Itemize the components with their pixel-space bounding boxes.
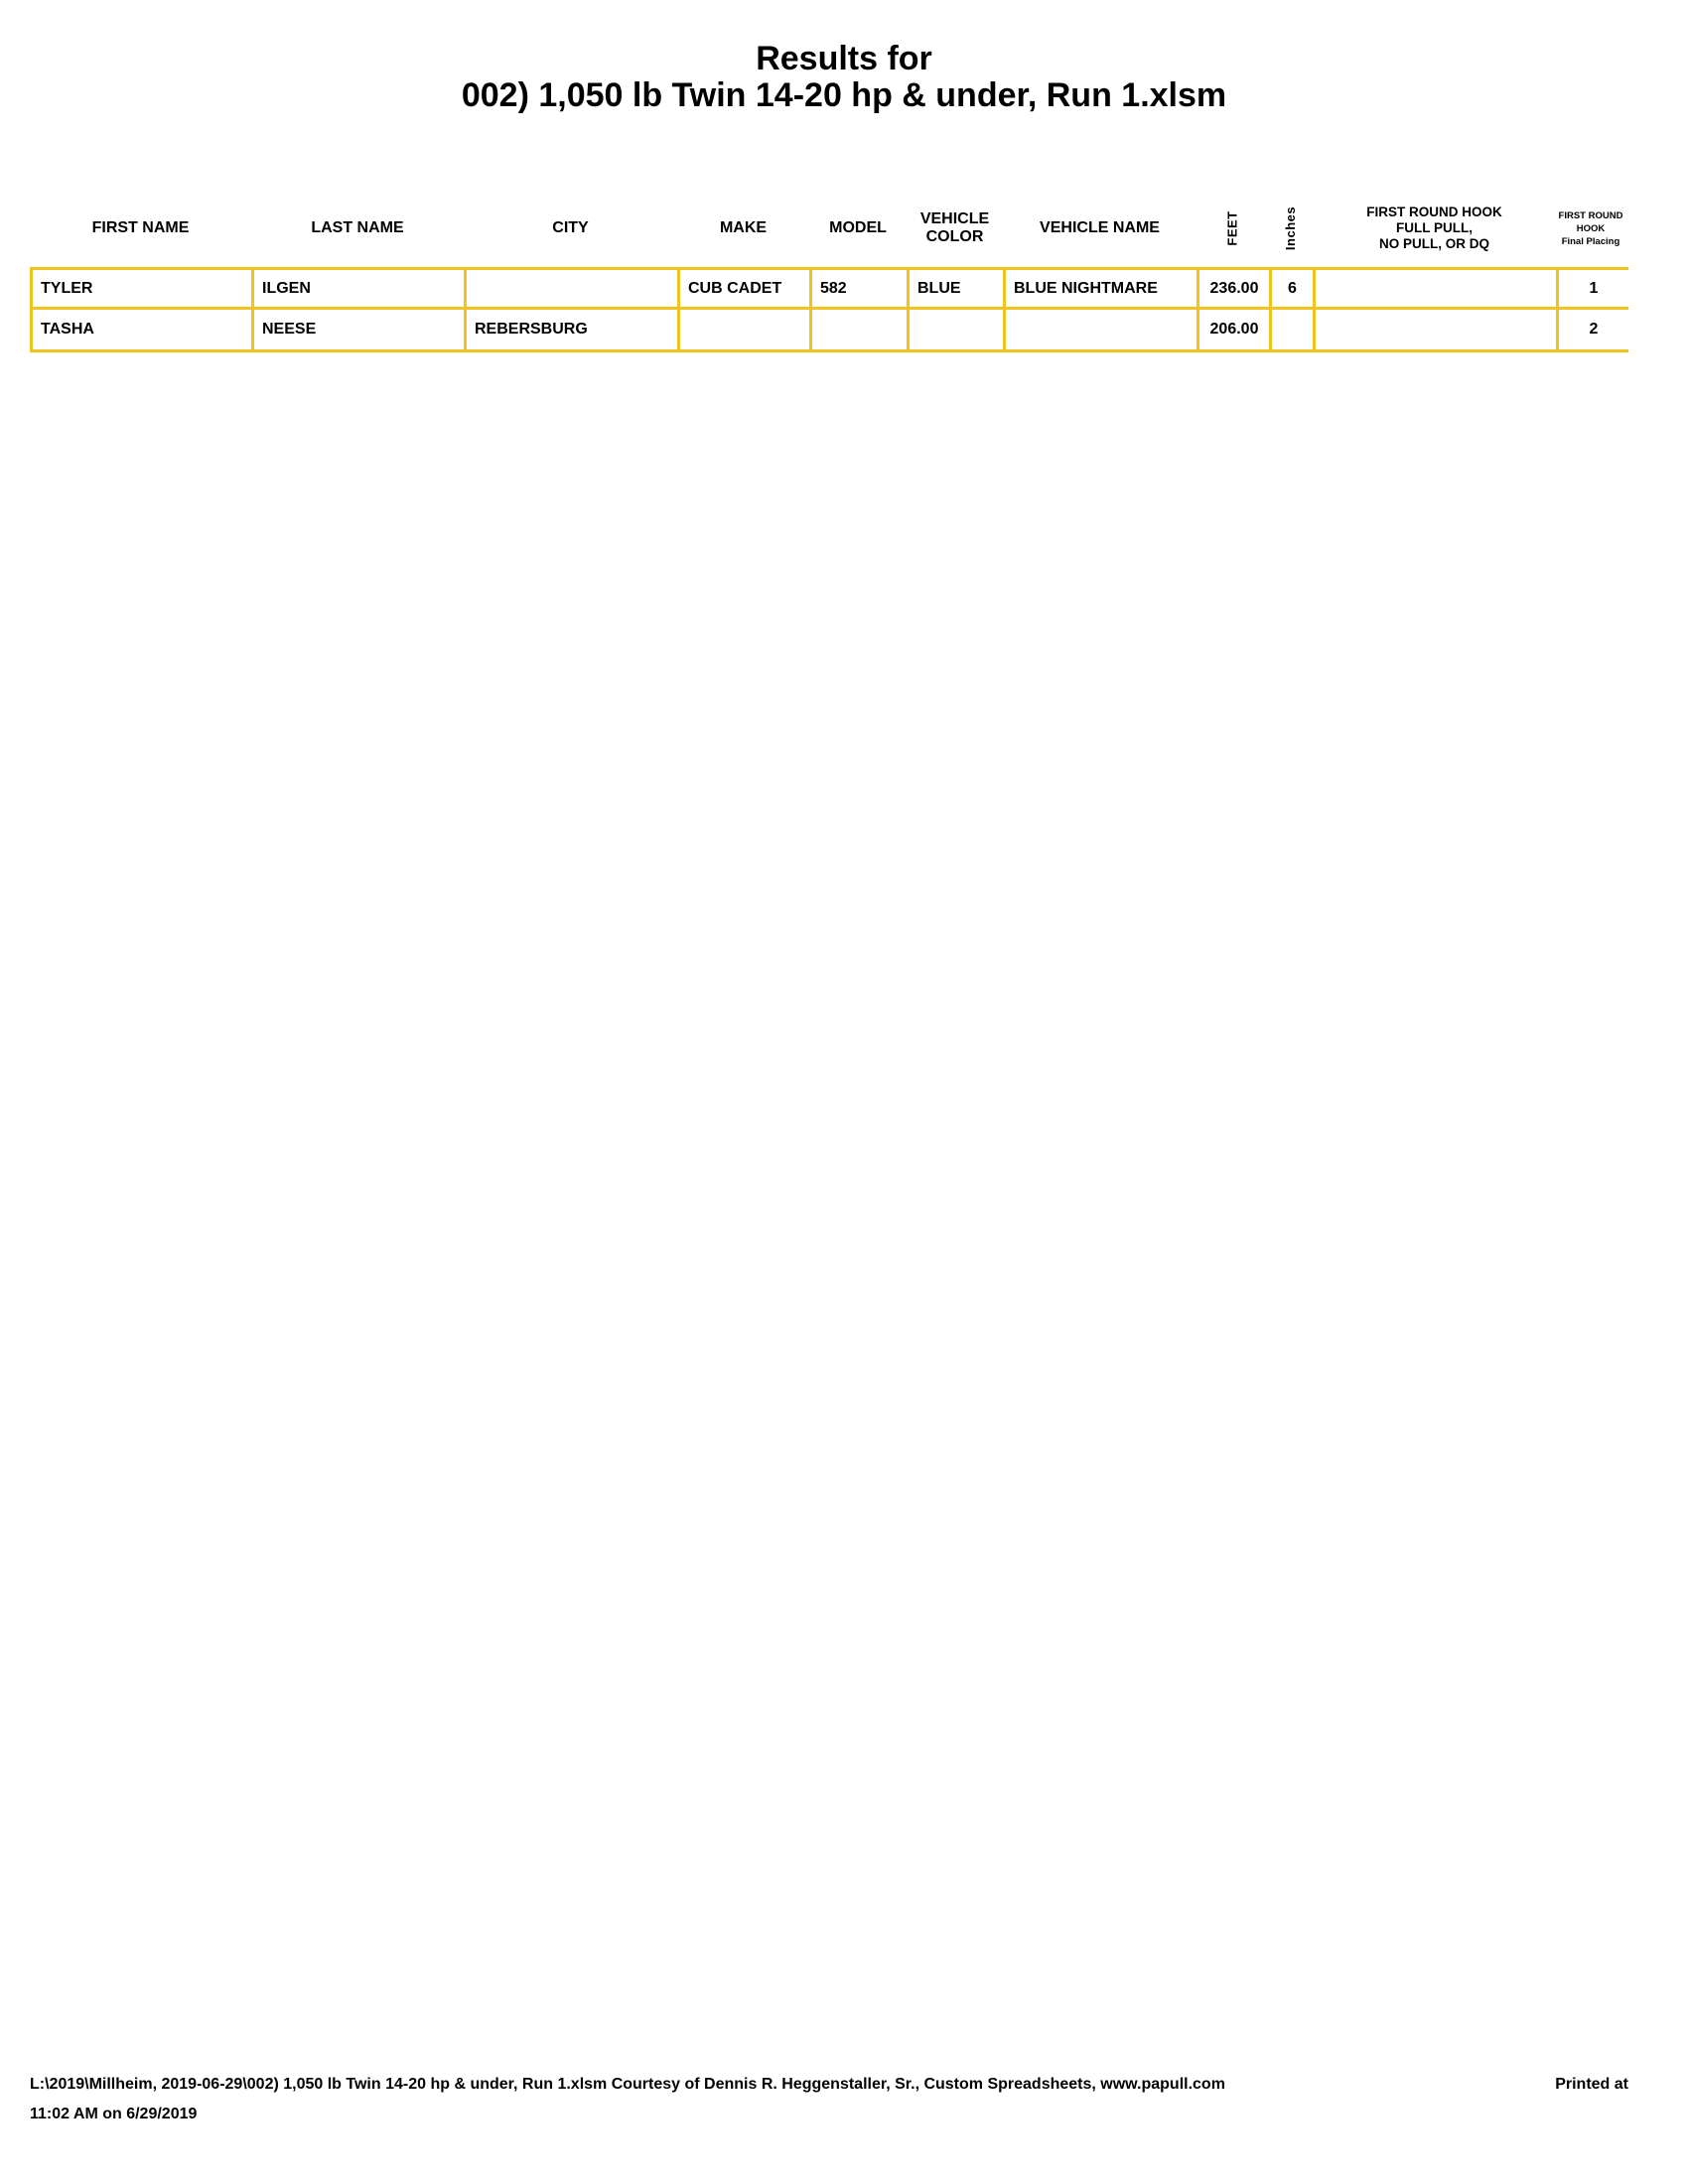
header-inches-rotated-label: Inches [1283, 205, 1298, 251]
cell-make: CUB CADET [680, 270, 812, 310]
header-placing-line3: Final Placing [1561, 235, 1620, 247]
page-title: Results for [756, 40, 932, 77]
header-hook-line2: FULL PULL, [1396, 220, 1473, 235]
cell-feet: 206.00 [1199, 310, 1272, 349]
header-placing-line2: HOOK [1576, 222, 1606, 234]
header-hook-line3: NO PULL, OR DQ [1379, 236, 1489, 251]
results-table [30, 267, 1628, 352]
cell-final-placing: 2 [1589, 321, 1599, 338]
page-footer [30, 2075, 1628, 2124]
header-make: MAKE [719, 219, 768, 236]
cell-last-name: NEESE [254, 310, 467, 349]
cell-vehicle-color [910, 310, 1006, 349]
header-last-name: LAST NAME [311, 219, 404, 236]
cell-inches [1272, 310, 1316, 349]
header-vehicle-color-line2: COLOR [925, 228, 984, 245]
header-placing-line1: FIRST ROUND [1558, 209, 1623, 221]
table-header-row [30, 197, 1625, 260]
header-city: CITY [552, 219, 589, 236]
header-vehicle-name: VEHICLE NAME [1040, 219, 1160, 236]
footer-file-path: L:\2019\Millheim, 2019-06-29\002) 1,050 lb Twin 14-20 hp & under, Run 1.xlsm Courtesy of Dennis R. Heggenstaller, Sr., Custom Spreadsheets, www.papull.com [30, 2076, 1225, 2093]
header-hook-line1: FIRST ROUND HOOK [1366, 205, 1502, 219]
header-feet [1196, 197, 1269, 260]
cell-vehicle-name [1006, 310, 1199, 349]
header-vehicle-color [907, 197, 1003, 260]
footer-printed-time: 11:02 AM on 6/29/2019 [30, 2106, 198, 2122]
cell-make [680, 310, 812, 349]
cell-city [467, 270, 680, 310]
page-subtitle: 002) 1,050 lb Twin 14-20 hp & under, Run 1.xlsm [461, 76, 1227, 114]
cell-final-placing: 1 [1559, 270, 1628, 310]
cell-city: REBERSBURG [467, 310, 680, 349]
header-first-round-hook-result [1313, 197, 1556, 260]
cell-first-name: TYLER [33, 270, 254, 310]
cell-feet: 236.00 [1199, 270, 1272, 310]
cell-last-name: ILGEN [254, 270, 467, 310]
cell-first-name: TASHA [33, 310, 254, 349]
cell-inches: 6 [1272, 270, 1316, 310]
cell-vehicle-name: BLUE NIGHTMARE [1006, 270, 1199, 310]
header-feet-rotated-label: FEET [1224, 210, 1240, 246]
header-final-placing [1556, 197, 1625, 260]
cell-hook-result [1316, 270, 1559, 310]
cell-vehicle-color: BLUE [910, 270, 1006, 310]
header-first-name: FIRST NAME [91, 219, 190, 236]
cell-model: 582 [812, 270, 910, 310]
header-model: MODEL [829, 219, 887, 236]
cell-hook-result [1316, 310, 1559, 349]
footer-printed-at-label: Printed at [1555, 2076, 1628, 2093]
cell-model [812, 310, 910, 349]
header-vehicle-color-line1: VEHICLE [919, 210, 990, 227]
header-inches [1269, 197, 1313, 260]
